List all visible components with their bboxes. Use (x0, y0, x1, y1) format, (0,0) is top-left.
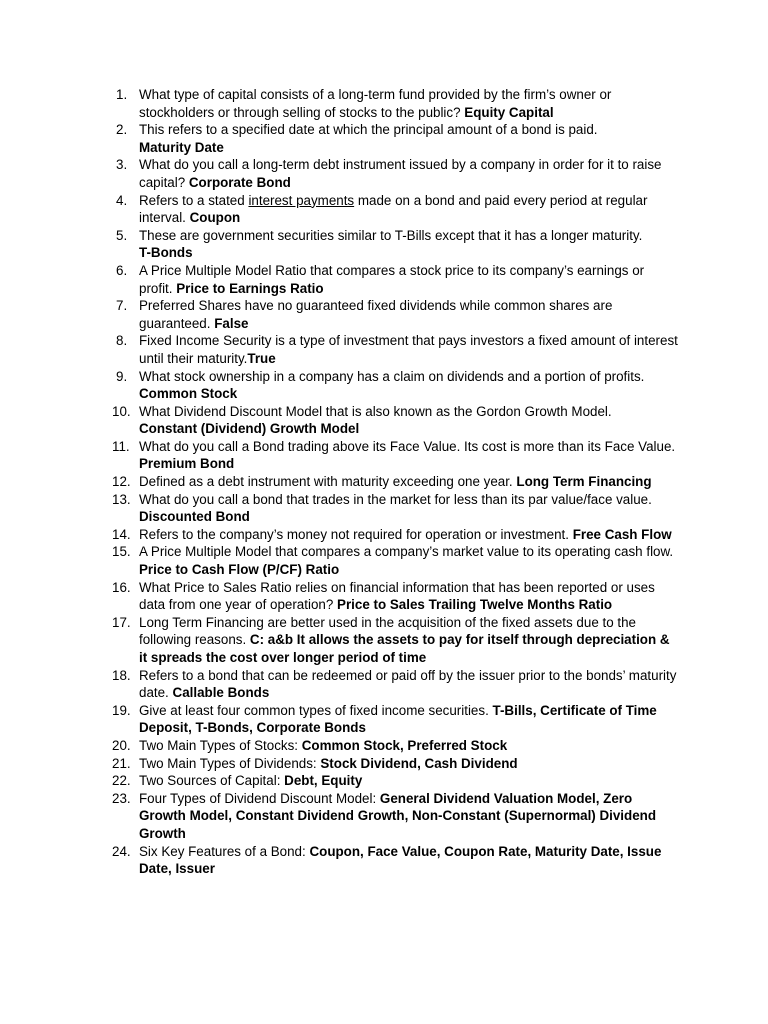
list-item (112, 192, 678, 227)
item-number: 5. (116, 227, 128, 243)
question-text: What do you call a Bond trading above its Face Value. Its cost is more than its Face Value. (139, 438, 676, 454)
item-text (139, 192, 678, 227)
list-item (112, 667, 678, 702)
item-number: 1. (116, 87, 128, 102)
question-text: Six Key Features of a Bond: (139, 843, 306, 859)
answer-text: Price to Cash Flow (P/CF) Ratio (139, 562, 340, 578)
list-item (112, 297, 678, 332)
question-text: What type of capital consists of a long-term fund provided by the firm’s owner or stockholders or through selling of stocks to the public? (139, 87, 612, 120)
question-text: Long Term Financing are better used in the acquisition of the fixed assets due to the following reasons. (139, 614, 637, 648)
answer-text: Corporate Bond (188, 174, 291, 190)
item-number: 8. (116, 333, 128, 349)
answer-text: C: a&b It allows the assets to pay for itself through depreciation & it spreads the cost over longer period of time (139, 632, 670, 665)
item-text (139, 332, 678, 367)
item-number: 14. (112, 526, 131, 542)
list-item (112, 579, 678, 614)
item-number: 11. (112, 438, 130, 454)
item-text (139, 755, 678, 773)
question-text: What Price to Sales Ratio relies on financial information that has been reported or uses data from one year of operation? (139, 579, 655, 613)
item-number: 20. (112, 737, 131, 753)
item-text (139, 473, 678, 491)
item-text (139, 790, 678, 843)
answer-text: Debt, Equity (284, 773, 363, 789)
question-text: Two Main Types of Stocks: (139, 737, 299, 753)
question-text: A Price Multiple Model Ratio that compares a stock price to its company’s earnings or profit. (139, 262, 645, 296)
item-text (139, 579, 678, 614)
item-text (139, 702, 678, 737)
answer-text: Common Stock (139, 386, 238, 402)
list-item (112, 368, 678, 403)
item-text (139, 667, 678, 702)
answer-text: True (247, 350, 276, 366)
item-text (139, 737, 678, 755)
item-number: 12. (112, 474, 131, 490)
item-text (139, 297, 678, 332)
answer-text: Discounted Bond (139, 509, 250, 525)
question-text: This refers to a specified date at which the principal amount of a bond is paid. (139, 122, 598, 138)
question-text: Preferred Shares have no guaranteed fixed dividends while common shares are guaranteed. (139, 298, 613, 331)
item-number: 13. (112, 491, 131, 507)
list-item (112, 526, 678, 544)
question-text: What stock ownership in a company has a claim on dividends and a portion of profits. (139, 368, 645, 384)
item-number: 9. (116, 368, 128, 384)
answer-text: Stock Dividend, Cash Dividend (320, 755, 518, 771)
answer-text: Coupon (189, 210, 241, 226)
list-item (112, 473, 678, 491)
item-text (139, 526, 678, 544)
list-item (112, 86, 678, 121)
answer-text: Free Cash Flow (572, 526, 672, 542)
list-item (112, 491, 678, 526)
answer-text: Equity Capital (464, 104, 554, 120)
question-text: Give at least four common types of fixed income securities. (139, 702, 489, 718)
item-text (139, 614, 678, 667)
item-number: 18. (112, 667, 131, 683)
item-number: 15. (112, 544, 131, 560)
list-item (112, 156, 678, 191)
list-item (112, 438, 678, 473)
item-number: 22. (112, 773, 131, 789)
answer-text: Coupon, Face Value, Coupon Rate, Maturity Date, Issue Date, Issuer (139, 843, 662, 877)
item-text (139, 491, 678, 526)
answer-text: Constant (Dividend) Growth Model (139, 421, 360, 437)
question-text: Four Types of Dividend Discount Model: (139, 790, 377, 806)
list-item (112, 227, 678, 262)
list-item (112, 772, 678, 790)
list-item (112, 790, 678, 843)
question-text: What do you call a long-term debt instrument issued by a company in order for it to raise capital? (139, 157, 662, 190)
question-text-end: made on a bond and paid every period at regular interval. (139, 192, 648, 226)
list-item (112, 332, 678, 367)
item-text (139, 403, 678, 438)
item-number: 23. (112, 790, 131, 806)
list-item (112, 262, 678, 297)
question-text-start: Refers to a stated (139, 192, 245, 208)
item-text (139, 227, 678, 262)
question-text: Refers to the company’s money not required for operation or investment. (139, 526, 569, 542)
list-item (112, 543, 678, 578)
item-number: 10. (112, 403, 131, 419)
item-text (139, 156, 678, 191)
item-text (139, 121, 678, 156)
item-number: 4. (116, 192, 128, 208)
answer-text: Long Term Financing (516, 474, 652, 490)
answer-text: T-Bills, Certificate of Time Deposit, T-Bonds, Corporate Bonds (139, 702, 657, 736)
answer-text: Callable Bonds (172, 685, 270, 701)
question-text: Refers to a bond that can be redeemed or paid off by the issuer prior to the bonds’ maturity date. (139, 667, 677, 701)
list-item (112, 614, 678, 667)
item-number: 16. (112, 579, 131, 595)
list-item (112, 737, 678, 755)
question-text: What Dividend Discount Model that is also known as the Gordon Growth Model. (139, 403, 612, 419)
item-text (139, 368, 678, 403)
question-text: Two Main Types of Dividends: (139, 755, 317, 771)
interest-payments-link[interactable]: interest payments (248, 192, 355, 208)
answer-text: Maturity Date (139, 139, 224, 155)
item-number: 24. (112, 843, 131, 859)
item-text (139, 843, 678, 878)
item-number: 3. (116, 157, 128, 173)
list-item (112, 702, 678, 737)
question-text: A Price Multiple Model that compares a company’s market value to its operating cash flow. (139, 544, 674, 560)
item-number: 6. (116, 262, 128, 278)
item-text (139, 86, 678, 121)
question-text: Defined as a debt instrument with maturity exceeding one year. (139, 474, 513, 490)
answer-text: Premium Bond (139, 456, 235, 472)
item-number: 19. (112, 702, 131, 718)
question-text: Two Sources of Capital: (139, 773, 281, 789)
item-number: 2. (116, 122, 128, 138)
item-number: 21. (112, 755, 131, 771)
list-item (112, 843, 678, 878)
item-text (139, 543, 678, 578)
item-text (139, 772, 678, 790)
answer-text: General Dividend Valuation Model, Zero Growth Model, Constant Dividend Growth, Non-Constant (Supernormal) Dividend Growth (139, 790, 657, 841)
item-text (139, 438, 678, 473)
item-number: 7. (116, 298, 128, 314)
list-item (112, 121, 678, 156)
answer-text: Price to Earnings Ratio (176, 280, 324, 296)
answer-text: False (214, 315, 249, 331)
question-text: What do you call a bond that trades in the market for less than its par value/face value. (139, 491, 652, 507)
list-item (112, 755, 678, 773)
answer-text: Price to Sales Trailing Twelve Months Ratio (337, 597, 613, 613)
question-text: These are government securities similar to T-Bills except that it has a longer maturity. (139, 227, 643, 243)
answer-text: T-Bonds (139, 245, 193, 261)
item-text (139, 262, 678, 297)
answer-text: Common Stock, Preferred Stock (301, 737, 508, 753)
item-number: 17. (112, 614, 131, 630)
question-text: Fixed Income Security is a type of investment that pays investors a fixed amount of interest until their maturity. (139, 333, 678, 366)
list-item (112, 403, 678, 438)
question-list (112, 86, 678, 878)
